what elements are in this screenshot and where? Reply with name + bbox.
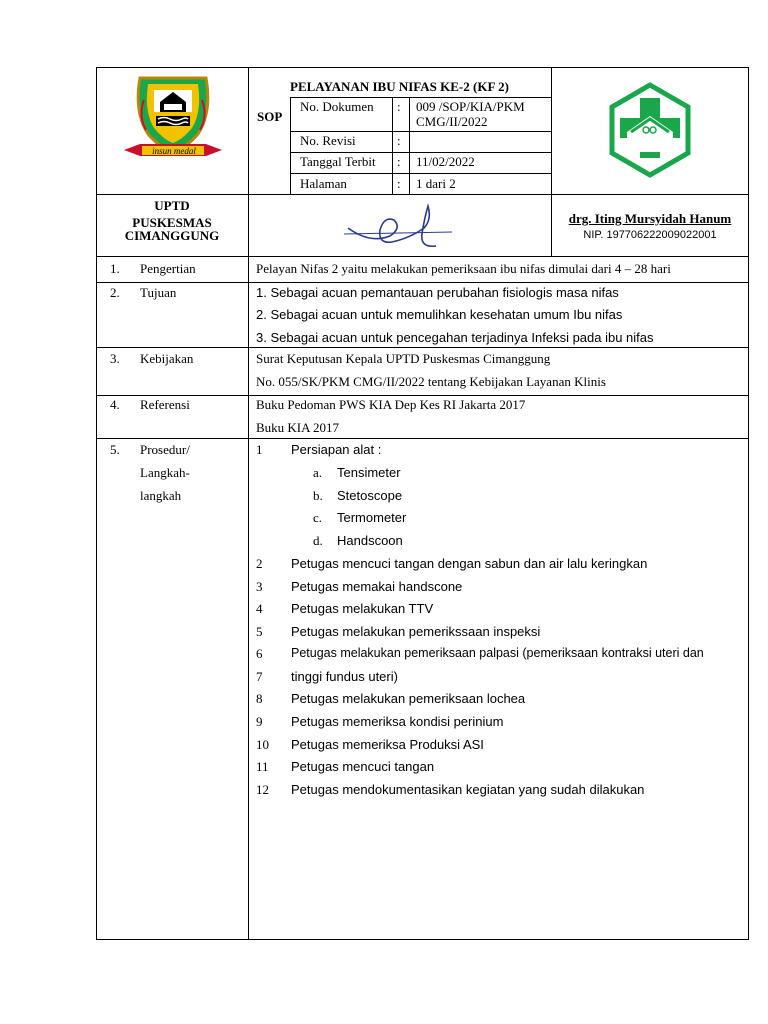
- step-text: Petugas mendokumentasikan kegiatan yang sudah dilakukan: [291, 782, 645, 797]
- tool-letter: d.: [313, 533, 323, 548]
- tool-item: Termometer: [337, 510, 407, 525]
- step-number: 12: [256, 782, 269, 797]
- step-text: Petugas melakukan pemerikssaan inspeksi: [291, 624, 541, 639]
- org-name-line3: CIMANGGUNG: [124, 228, 220, 243]
- step-text: Petugas melakukan TTV: [291, 601, 434, 616]
- step-text: Petugas mencuci tangan dengan sabun dan air lalu keringkan: [291, 556, 648, 571]
- step-number: 10: [256, 737, 269, 752]
- step-text: Petugas melakukan pemeriksaan lochea: [291, 691, 526, 706]
- field-grid-line: [290, 97, 551, 98]
- row-divider: [96, 395, 749, 396]
- step-number: 9: [256, 714, 263, 729]
- field-value-issue-date: 11/02/2022: [416, 154, 475, 169]
- section-label-referensi: Referensi: [140, 397, 190, 412]
- field-grid-line: [290, 173, 551, 174]
- header-row-divider: [96, 194, 749, 195]
- pengertian-text: Pelayan Nifas 2 yaitu melakukan pemeriksaan ibu nifas dimulai dari 4 – 28 hari: [256, 261, 671, 276]
- step-number: 2: [256, 556, 263, 571]
- section-label-prosedur: langkah: [140, 488, 182, 503]
- field-value-document-number-line1: 009 /SOP/KIA/PKM: [416, 99, 525, 114]
- puskesmas-logo: [607, 82, 693, 178]
- tool-item: Handscoon: [337, 533, 403, 548]
- document-title: PELAYANAN IBU NIFAS KE-2 (KF 2): [290, 79, 509, 94]
- header-bottom-divider: [96, 256, 749, 257]
- step-text: tinggi fundus uteri): [291, 669, 398, 684]
- field-label-revision: No. Revisi: [300, 133, 356, 148]
- section-number: 5.: [110, 442, 120, 457]
- row-divider: [96, 282, 749, 283]
- tool-letter: a.: [313, 465, 323, 480]
- regency-logo: [120, 72, 226, 168]
- section-label-tujuan: Tujuan: [140, 285, 177, 300]
- field-label-page: Halaman: [300, 176, 347, 191]
- field-grid-line: [290, 131, 551, 132]
- section-number: 4.: [110, 397, 120, 412]
- tujuan-line: 1. Sebagai acuan pemantauan perubahan fisiologis masa nifas: [256, 285, 619, 300]
- section-label-pengertian: Pengertian: [140, 261, 196, 276]
- signer-nip: NIP. 197706222009022001: [583, 229, 717, 241]
- step-number: 5: [256, 624, 263, 639]
- row-divider: [96, 347, 749, 348]
- field-grid-line: [290, 97, 291, 194]
- field-label-document-number: No. Dokumen: [300, 99, 374, 114]
- step-number: 4: [256, 601, 263, 616]
- signer-name: drg. Iting Mursyidah Hanum: [568, 211, 732, 226]
- field-grid-line: [409, 97, 410, 194]
- step-number: 7: [256, 669, 263, 684]
- referensi-line: Buku KIA 2017: [256, 420, 340, 435]
- row-divider: [96, 438, 749, 439]
- step-text: Persiapan alat :: [291, 442, 382, 457]
- referensi-line: Buku Pedoman PWS KIA Dep Kes RI Jakarta 2017: [256, 397, 526, 412]
- step-number: 6: [256, 646, 263, 661]
- field-value-page: 1 dari 2: [416, 176, 456, 191]
- step-text: Petugas memeriksa kondisi perinium: [291, 714, 504, 729]
- step-number: 11: [256, 759, 269, 774]
- step-number: 8: [256, 691, 263, 706]
- step-text: Petugas memeriksa Produksi ASI: [291, 737, 484, 752]
- org-name-line2: PUSKESMAS: [132, 215, 212, 230]
- kebijakan-line: Surat Keputusan Kepala UPTD Puskesmas Cimanggung: [256, 351, 551, 366]
- kebijakan-line: No. 055/SK/PKM CMG/II/2022 tentang Kebijakan Layanan Klinis: [256, 374, 606, 389]
- field-separator: :: [397, 176, 401, 191]
- field-grid-line: [290, 152, 551, 153]
- field-grid-line: [392, 97, 393, 194]
- tool-item: Tensimeter: [337, 465, 401, 480]
- tujuan-line: 3. Sebagai acuan untuk pencegahan terjadinya Infeksi pada ibu nifas: [256, 330, 654, 345]
- section-label-prosedur: Langkah-: [140, 465, 190, 480]
- step-text: Petugas melakukan pemeriksaan palpasi (pemeriksaan kontraksi uteri dan: [291, 646, 704, 660]
- step-number: 1: [256, 442, 263, 457]
- header-right-divider: [551, 67, 552, 256]
- step-text: Petugas memakai handscone: [291, 579, 463, 594]
- step-text: Petugas mencuci tangan: [291, 759, 435, 774]
- logo-banner-text: insun medal: [152, 146, 196, 156]
- section-number: 3.: [110, 351, 120, 366]
- tool-letter: c.: [313, 510, 323, 525]
- field-separator: :: [397, 154, 401, 169]
- field-separator: :: [397, 99, 401, 114]
- column-divider: [248, 67, 249, 940]
- section-number: 1.: [110, 261, 120, 276]
- step-number: 3: [256, 579, 263, 594]
- signature: [340, 198, 460, 254]
- field-value-document-number-line2: CMG/II/2022: [416, 114, 488, 129]
- tool-letter: b.: [313, 488, 323, 503]
- section-label-prosedur: Prosedur/: [140, 442, 190, 457]
- sop-label: SOP: [257, 109, 283, 124]
- org-name-line1: UPTD: [154, 198, 190, 213]
- section-label-kebijakan: Kebijakan: [140, 351, 194, 366]
- field-separator: :: [397, 133, 401, 148]
- field-label-issue-date: Tanggal Terbit: [300, 154, 376, 169]
- tujuan-line: 2. Sebagai acuan untuk memulihkan kesehatan umum Ibu nifas: [256, 307, 623, 322]
- tool-item: Stetoscope: [337, 488, 403, 503]
- section-number: 2.: [110, 285, 120, 300]
